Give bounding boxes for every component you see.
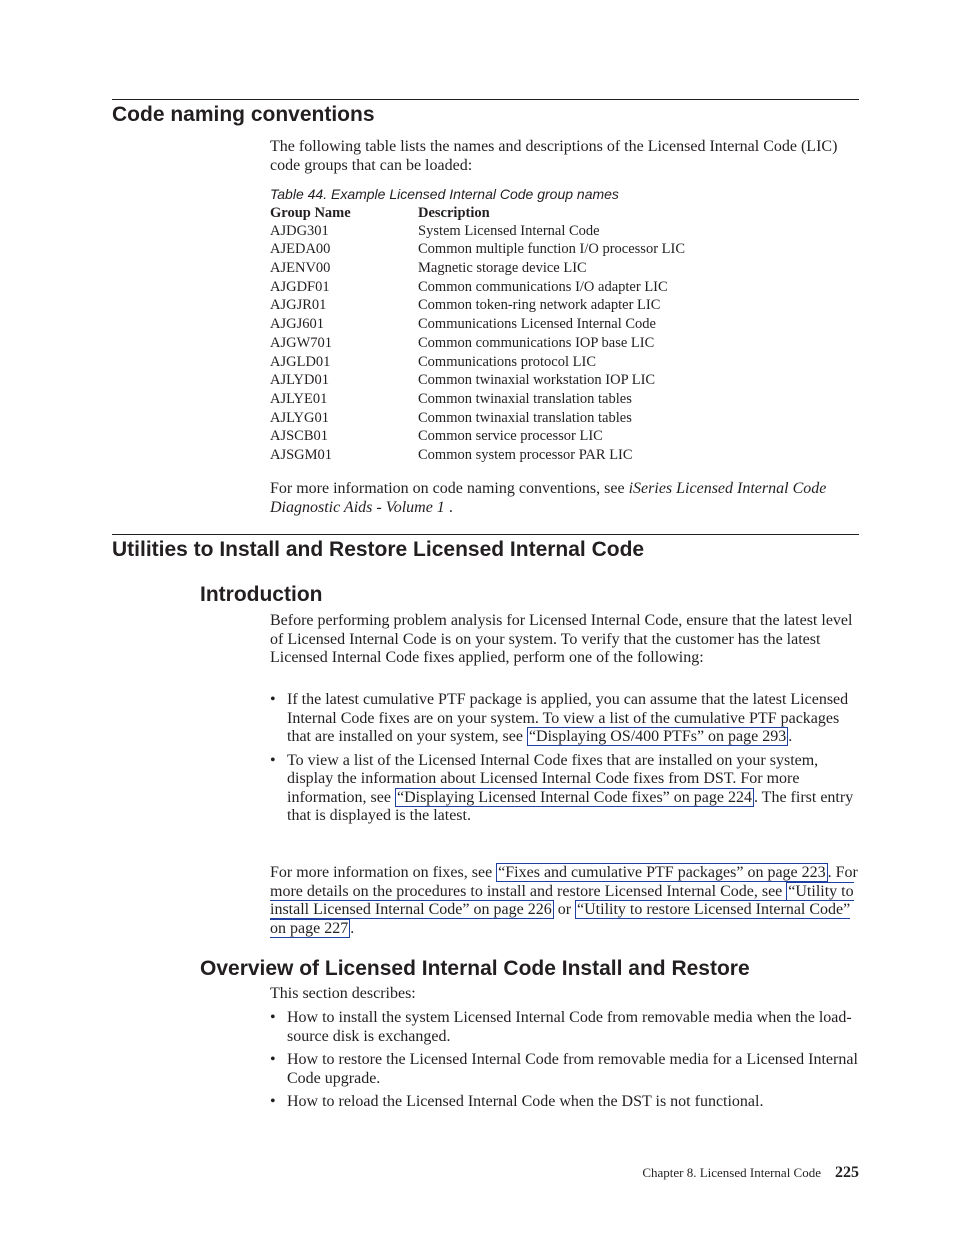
table-row <box>270 447 685 466</box>
table-row <box>270 391 685 410</box>
page-number: 225 <box>835 1164 859 1181</box>
lic-group-table <box>270 204 685 466</box>
link-fixes-cumulative-ptf[interactable]: “Fixes and cumulative PTF packages” on page 223 <box>498 864 826 881</box>
list-item <box>270 691 860 747</box>
table-row <box>270 372 685 391</box>
table-row <box>270 410 685 429</box>
cell-group-name: AJLYE01 <box>270 390 328 407</box>
cell-group-name: AJENV00 <box>270 260 331 277</box>
link-utility-install-lic[interactable]: “Utility to install Licensed Internal Code” on page 226 <box>270 882 854 918</box>
cell-description: Communications Licensed Internal Code <box>418 316 656 333</box>
list-item <box>270 752 860 826</box>
cell-description: Common service processor LIC <box>418 428 603 445</box>
table-header-row <box>270 204 685 223</box>
more-info-prefix: For more information on code naming conventions, see <box>270 480 629 497</box>
cell-description: Common communications IOP base LIC <box>418 334 655 351</box>
list-item <box>270 1093 860 1112</box>
link-displaying-os400-ptfs[interactable]: “Displaying OS/400 PTFs” on page 293 <box>528 728 787 745</box>
page-footer <box>642 1164 859 1182</box>
cell-group-name: AJSCB01 <box>270 428 329 445</box>
fixes-or: or <box>553 901 576 918</box>
fixes-prefix: For more information on fixes, see <box>270 864 497 881</box>
table-row <box>270 316 685 335</box>
cell-description: Common twinaxial translation tables <box>418 390 632 407</box>
cell-group-name: AJDG301 <box>270 222 329 239</box>
introduction-paragraph: Before performing problem analysis for Licensed Internal Code, ensure that the latest level of Licensed Internal Code is on your system. To verify that the customer has the latest Licensed Internal Code fixes applied, perform one of the following: <box>270 612 853 666</box>
cell-group-name: AJGJR01 <box>270 297 327 314</box>
cell-description: Common system processor PAR LIC <box>418 446 633 463</box>
table-row <box>270 260 685 279</box>
section-title-utilities: Utilities to Install and Restore Licensed Internal Code <box>112 538 645 561</box>
cell-description: Common multiple function I/O processor LIC <box>418 241 686 258</box>
table-row <box>270 297 685 316</box>
overview-bullets <box>270 1009 860 1117</box>
overview-bullet-text: How to restore the Licensed Internal Code from removable media for a Licensed Internal Code upgrade. <box>287 1051 858 1087</box>
overview-lead: This section describes: <box>270 985 416 1002</box>
bullet2-text: To view a list of the Licensed Internal Code fixes that are installed on your system, display the information about Licensed Internal Code fixes from DST. For more information, see <box>287 751 819 806</box>
table-body <box>270 223 685 466</box>
cell-group-name: AJGJ601 <box>270 316 324 333</box>
bullet-marker: • <box>270 691 276 708</box>
bullet-marker: • <box>270 1093 276 1110</box>
cell-description: Common twinaxial translation tables <box>418 409 632 426</box>
bullet-marker: • <box>270 1051 276 1068</box>
bullet1-end: . <box>788 728 793 745</box>
table-row <box>270 354 685 373</box>
cell-group-name: AJEDA00 <box>270 241 331 258</box>
bullet-marker: • <box>270 1009 276 1026</box>
list-item <box>270 1009 860 1046</box>
header-group-name: Group Name <box>270 204 351 221</box>
cell-description: Communications protocol LIC <box>418 353 597 370</box>
footer-chapter: Chapter 8. Licensed Internal Code <box>642 1165 821 1180</box>
table-caption: Table 44. Example Licensed Internal Code group names <box>270 186 619 202</box>
cell-group-name: AJGLD01 <box>270 353 331 370</box>
table-row <box>270 223 685 242</box>
top-rule <box>112 99 859 100</box>
subsection-title-introduction: Introduction <box>200 583 323 606</box>
fixes-mid: . For more details on the procedures to install and restore Licensed Internal Code, see <box>270 864 858 900</box>
cell-description: Common communications I/O adapter LIC <box>418 278 668 295</box>
fixes-end: . <box>350 919 355 937</box>
cell-group-name: AJSGM01 <box>270 446 333 463</box>
section-title-code-naming: Code naming conventions <box>112 103 375 126</box>
naming-more-info <box>270 480 862 517</box>
cell-group-name: AJLYG01 <box>270 409 329 426</box>
cell-group-name: AJGDF01 <box>270 278 330 295</box>
link-displaying-lic-fixes[interactable]: “Displaying Licensed Internal Code fixes” on page 224 <box>396 788 752 806</box>
list-item <box>270 1051 860 1088</box>
introduction-bullets <box>270 691 860 831</box>
table-row <box>270 241 685 260</box>
cell-description: System Licensed Internal Code <box>418 222 600 239</box>
more-info-suffix: . <box>444 498 453 516</box>
cell-description: Common twinaxial workstation IOP LIC <box>418 372 656 389</box>
cell-group-name: AJGW701 <box>270 334 333 351</box>
fixes-paragraph <box>270 864 860 938</box>
overview-bullet-text: How to reload the Licensed Internal Code when the DST is not functional. <box>287 1093 764 1110</box>
cell-description: Common token-ring network adapter LIC <box>418 297 661 314</box>
bullet2-end: . The first entry that is displayed is the latest. <box>287 788 854 824</box>
bullet1-text: If the latest cumulative PTF package is applied, you can assume that the latest Licensed Internal Code fixes are on your system. To view a list of the cumulative PTF packages that are installed on your system, see <box>287 691 849 745</box>
link-utility-restore-lic[interactable]: “Utility to restore Licensed Internal Code” on page 227 <box>270 901 851 937</box>
header-description: Description <box>418 204 490 221</box>
cell-group-name: AJLYD01 <box>270 372 329 389</box>
table-row <box>270 279 685 298</box>
book-title: iSeries Licensed Internal Code Diagnostic Aids - Volume 1 <box>270 480 827 516</box>
intro-paragraph: The following table lists the names and descriptions of the Licensed Internal Code (LIC) code groups that can be loaded: <box>270 138 838 174</box>
overview-bullet-text: How to install the system Licensed Internal Code from removable media when the load-source disk is exchanged. <box>287 1009 852 1045</box>
table-row <box>270 335 685 354</box>
table-row <box>270 428 685 447</box>
section-rule <box>112 534 859 535</box>
cell-description: Magnetic storage device LIC <box>418 260 587 277</box>
subsection-title-overview: Overview of Licensed Internal Code Install and Restore <box>200 957 750 980</box>
bullet-marker: • <box>270 751 276 769</box>
